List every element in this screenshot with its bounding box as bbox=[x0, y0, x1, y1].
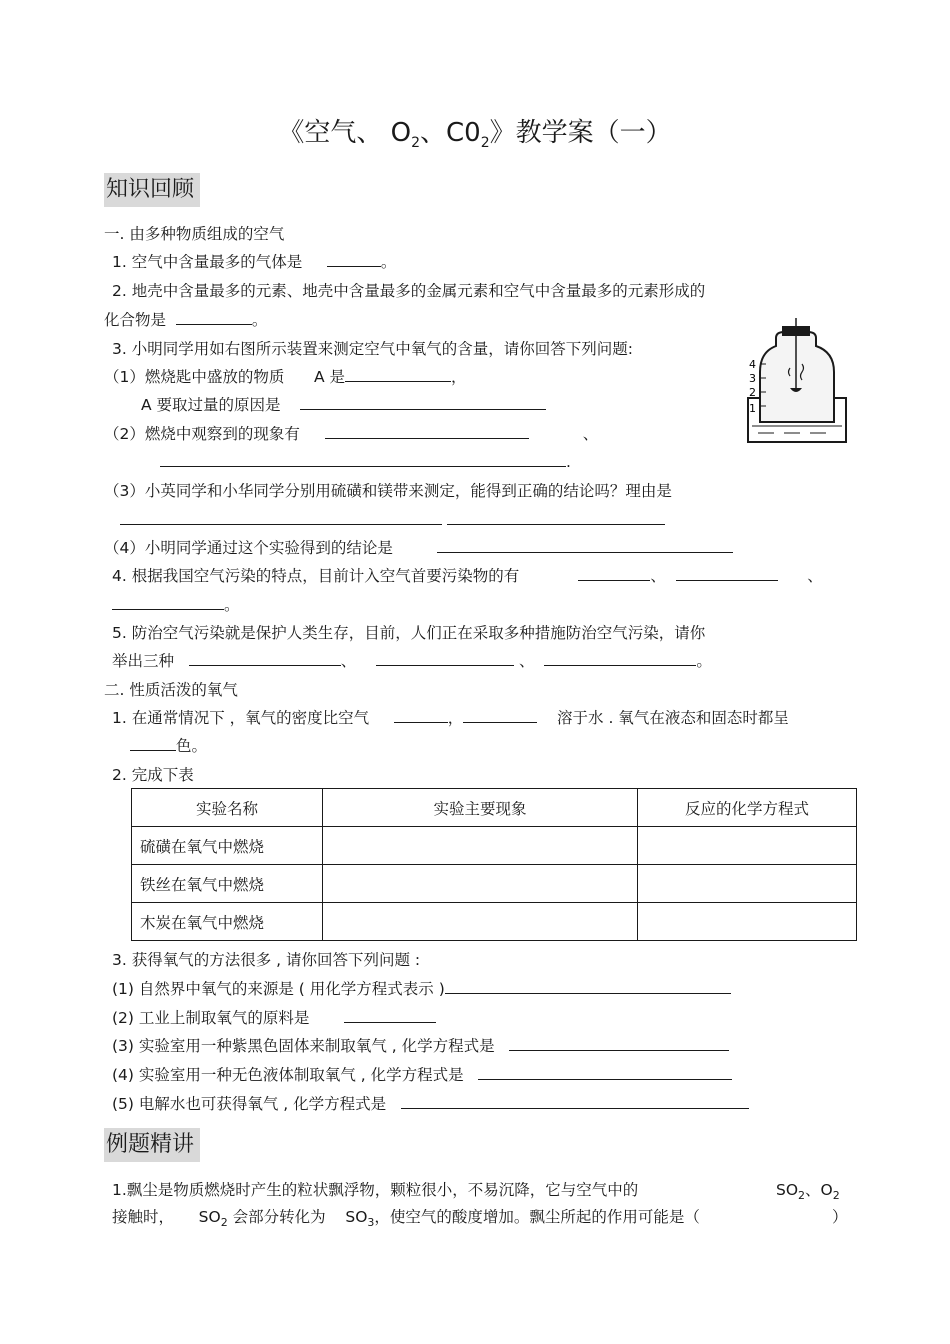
question-1-3-2: （2）燃烧中观察到的现象有 、 bbox=[104, 425, 599, 443]
question-1-3-3: （3）小英同学和小华同学分别用硫磺和镁带来测定，能得到正确的结论吗？理由是 bbox=[104, 482, 672, 500]
part2-heading: 二. 性质活泼的氧气 bbox=[104, 681, 238, 699]
table-row bbox=[132, 865, 857, 903]
answer-blank[interactable] bbox=[376, 651, 514, 666]
answer-blank[interactable] bbox=[478, 1065, 732, 1080]
example-1-line-1: 1.飘尘是物质燃烧时产生的粒状飘浮物，颗粒很小，不易沉降，它与空气中的 bbox=[112, 1181, 639, 1199]
answer-blank[interactable] bbox=[327, 252, 381, 267]
section-heading-review: 知识回顾 bbox=[104, 173, 200, 207]
question-1-3: 3. 小明同学用如右图所示装置来测定空气中氧气的含量，请你回答下列问题: bbox=[112, 340, 633, 358]
table-row bbox=[132, 827, 857, 865]
question-2-3-1: (1) 自然界中氧气的来源是 ( 用化学方程式表示 ) bbox=[112, 979, 731, 999]
question-2-3: 3. 获得氧气的方法很多 , 请你回答下列问题 : bbox=[112, 951, 421, 969]
table-cell-name: 木炭在氧气中燃烧 bbox=[132, 903, 323, 941]
question-1-3-1-reason: A 要取过量的原因是 bbox=[141, 395, 546, 415]
answer-blank[interactable] bbox=[447, 510, 665, 525]
question-1-1: 1. 空气中含量最多的气体是 。 bbox=[112, 253, 397, 271]
question-1-4: 4. 根据我国空气污染的特点，目前计入空气首要污染物的有 、 、 bbox=[112, 567, 823, 585]
table-cell-answer[interactable] bbox=[638, 903, 857, 941]
table-cell-name: 铁丝在氧气中燃烧 bbox=[132, 865, 323, 903]
answer-blank[interactable] bbox=[300, 395, 546, 410]
table-cell-answer[interactable] bbox=[638, 827, 857, 865]
question-1-5: 5. 防治空气污染就是保护人类生存，目前，人们正在采取多种措施防治空气污染，请你 bbox=[112, 624, 706, 642]
question-2-2: 2. 完成下表 bbox=[112, 766, 194, 784]
answer-blank[interactable] bbox=[344, 1008, 436, 1023]
question-2-3-5: (5) 电解水也可获得氧气 , 化学方程式是 bbox=[112, 1094, 749, 1114]
example-1-line-2-end: ） bbox=[832, 1208, 848, 1226]
question-1-3-2-cont: . bbox=[160, 452, 571, 472]
scale-label: 3 bbox=[749, 372, 756, 385]
table-cell-name: 硫磺在氧气中燃烧 bbox=[132, 827, 323, 865]
question-1-5-cont: 举出三种 、 、 。 bbox=[112, 652, 712, 670]
answer-blank[interactable] bbox=[130, 736, 176, 751]
question-1-3-3-answer bbox=[120, 510, 665, 530]
scale-label: 4 bbox=[749, 358, 756, 371]
table-header: 实验主要现象 bbox=[323, 789, 638, 827]
table-row bbox=[132, 903, 857, 941]
question-1-2-cont: 化合物是 。 bbox=[104, 311, 268, 329]
answer-blank[interactable] bbox=[120, 510, 442, 525]
question-2-3-4: (4) 实验室用一种无色液体制取氧气 , 化学方程式是 bbox=[112, 1065, 732, 1085]
table-header-row bbox=[132, 789, 857, 827]
answer-blank[interactable] bbox=[445, 979, 731, 994]
answer-blank[interactable] bbox=[544, 651, 696, 666]
table-cell-answer[interactable] bbox=[323, 865, 638, 903]
page-title: 《空气、 $O_2$、$C0_2$》教学案（一） bbox=[278, 118, 672, 152]
question-1-4-cont: 。 bbox=[112, 595, 240, 615]
question-1-2: 2. 地壳中含量最多的元素、地壳中含量最多的金属元素和空气中含量最多的元素形成的 bbox=[112, 282, 706, 300]
apparatus-diagram bbox=[744, 316, 848, 448]
scale-label: 2 bbox=[749, 386, 756, 399]
answer-blank[interactable] bbox=[578, 566, 650, 581]
scale-label: 1 bbox=[749, 402, 756, 415]
question-2-1: 1. 在通常情况下 ，氧气的密度比空气 ， 溶于水 . 氧气在液态和固态时都呈 bbox=[112, 709, 789, 727]
answer-blank[interactable] bbox=[463, 708, 537, 723]
answer-blank[interactable] bbox=[676, 566, 778, 581]
answer-blank[interactable] bbox=[401, 1094, 749, 1109]
bell-jar bbox=[760, 332, 834, 422]
section-heading-examples: 例题精讲 bbox=[104, 1128, 200, 1162]
answer-blank[interactable] bbox=[112, 595, 224, 610]
table-cell-answer[interactable] bbox=[323, 827, 638, 865]
question-2-3-3: (3) 实验室用一种紫黑色固体来制取氧气 , 化学方程式是 bbox=[112, 1036, 729, 1056]
table-header: 实验名称 bbox=[132, 789, 323, 827]
answer-blank[interactable] bbox=[189, 651, 341, 666]
answer-blank[interactable] bbox=[437, 538, 733, 553]
table-header: 反应的化学方程式 bbox=[638, 789, 857, 827]
example-1-line-2: 接触时， $SO_2$ 会部分转化为 $SO_3$，使空气的酸度增加。飘尘所起的作用可能是（ bbox=[112, 1208, 700, 1230]
question-1-3-4: （4）小明同学通过这个实验得到的结论是 bbox=[104, 538, 733, 558]
experiment-table bbox=[131, 788, 857, 941]
answer-blank[interactable] bbox=[345, 367, 451, 382]
answer-blank[interactable] bbox=[509, 1036, 729, 1051]
answer-blank[interactable] bbox=[325, 424, 529, 439]
part1-heading: 一. 由多种物质组成的空气 bbox=[104, 225, 285, 243]
answer-blank[interactable] bbox=[394, 708, 448, 723]
question-1-3-1: （1）燃烧匙中盛放的物质 A 是 ， bbox=[104, 368, 467, 386]
question-2-1-cont: 色。 bbox=[130, 736, 207, 756]
question-2-3-2: (2) 工业上制取氧气的原料是 bbox=[112, 1008, 436, 1028]
example-1-line-1-formula: $SO_2$、$O_2$ bbox=[776, 1181, 840, 1203]
table-cell-answer[interactable] bbox=[638, 865, 857, 903]
answer-blank[interactable] bbox=[176, 310, 252, 325]
table-cell-answer[interactable] bbox=[323, 903, 638, 941]
answer-blank[interactable] bbox=[160, 452, 566, 467]
